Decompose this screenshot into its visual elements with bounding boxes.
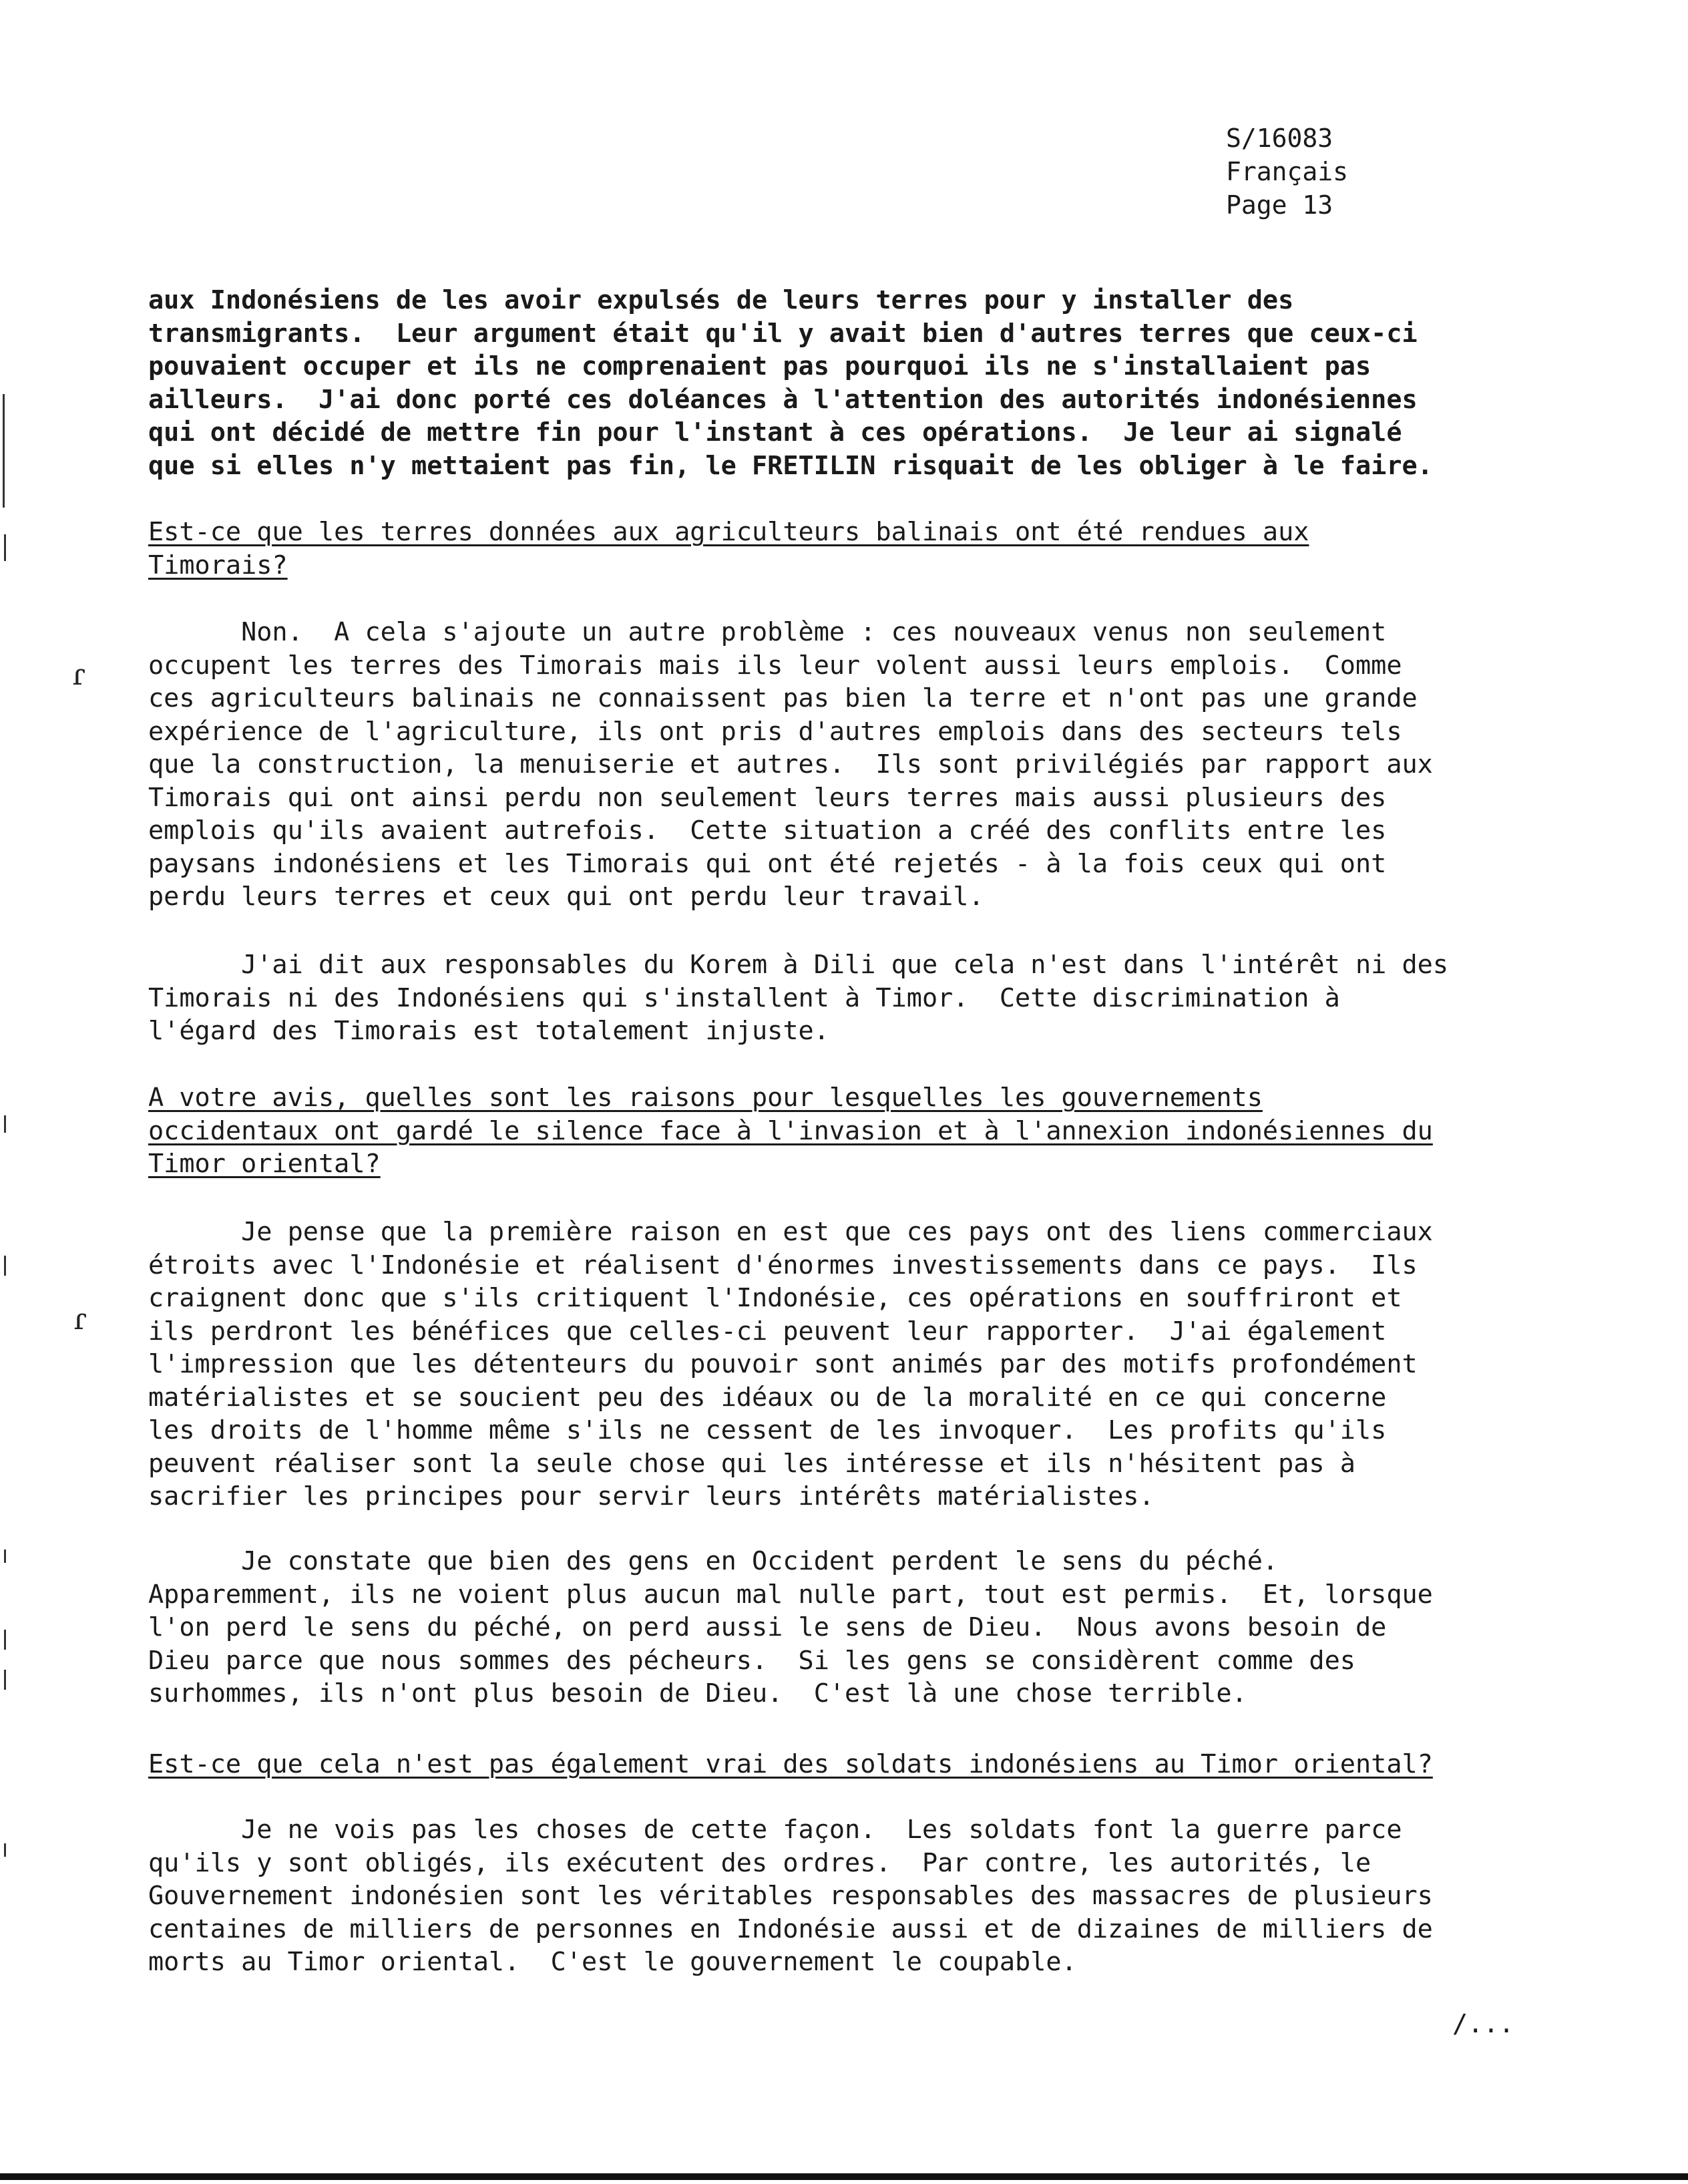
margin-line-mark (4, 1630, 6, 1650)
margin-line-mark (4, 1550, 6, 1563)
margin-line-mark (4, 1670, 6, 1690)
paragraph-4: Je pense que la première raison en est que ces pays ont des liens commerciaux étroits avec l'Indonésie et réalisent d'énormes investissements dans ce pays. Ils craignent donc que s'ils critiquent l'Indonésie, ces opérations en souffriront et ils perdront les bénéfices que celles-ci peuvent leur rapporter. J'ai également l'impression que les détenteurs du pouvoir sont animés par des motifs profondément matérialistes et se soucient peu des idéaux ou de la moralité en ce qui concerne les droits de l'homme même s'ils ne cessent de les invoquer. Les profits qu'ils peuvent réaliser sont la seule chose qui les intéresse et ils n'hésitent pas à sacrifier les principes pour servir leurs intérêts matérialistes. (148, 1217, 1433, 1511)
paragraph-5: Je constate que bien des gens en Occident perdent le sens du péché. Apparemment, ils ne voient plus aucun mal nulle part, tout est permis. Et, lorsque l'on perd le sens du péché, on perd aussi le sens de Dieu. Nous avons besoin de Dieu parce que nous sommes des pécheurs. Si les gens se considèrent comme des surhommes, ils n'ont plus besoin de Dieu. C'est là une chose terrible. (148, 1546, 1433, 1708)
question-1-text: Est-ce que les terres données aux agriculteurs balinais ont été rendues aux Timorais? (148, 517, 1309, 580)
margin-line-mark (4, 1115, 6, 1133)
paragraph-1: aux Indonésiens de les avoir expulsés de leurs terres pour y installer des transmigrants. Leur argument était qu'il y avait bien d'autres terres que ceux-ci pouvaient occuper et ils ne comprenaient pas pourquoi ils ne s'installaient pas ailleurs. J'ai donc porté ces doléances à l'attention des autorités indonésiennes qui ont décidé de mettre fin pour l'instant à ces opérations. Je leur ai signalé que si elles n'y mettaient pas fin, le FRETILIN risquait de les obliger à le faire. (148, 285, 1433, 481)
margin-pen-mark: ɾ (72, 658, 85, 692)
paragraph-2: Non. A cela s'ajoute un autre problème : ces nouveaux venus non seulement occupent les terres des Timorais mais ils leur volent aussi leurs emplois. Comme ces agriculteurs balinais ne connaissent pas bien la terre et n'ont pas une grande expérience de l'agriculture, ils ont pris d'autres emplois dans des secteurs tels que la construction, la menuiserie et autres. Ils sont privilégiés par rapport aux Timorais qui ont ainsi perdu non seulement leurs terres mais aussi plusieurs des emplois qu'ils avaient autrefois. Cette situation a créé des conflits entre les paysans indonésiens et les Timorais qui ont été rejetés - à la fois ceux qui ont perdu leurs terres et ceux qui ont perdu leur travail. (148, 617, 1433, 912)
margin-line-mark (4, 1843, 6, 1857)
margin-line-mark (3, 394, 5, 508)
continuation-mark: /... (1452, 2009, 1514, 2039)
margin-pen-mark: ɾ (73, 1302, 87, 1336)
question-1 (148, 516, 1309, 582)
document-symbol: S/16083 (1226, 124, 1333, 153)
paragraph-6: Je ne vois pas les choses de cette façon. Les soldats font la guerre parce qu'ils y sont obligés, ils exécutent des ordres. Par contre, les autorités, le Gouvernement indonésien sont les véritables responsables des massacres de plusieurs centaines de milliers de personnes en Indonésie aussi et de dizaines de milliers de morts au Timor oriental. C'est le gouvernement le coupable. (148, 1815, 1433, 1977)
margin-line-mark (4, 534, 6, 561)
question-3-text: Est-ce que cela n'est pas également vrai des soldats indonésiens au Timor oriental? (148, 1749, 1433, 1779)
scan-bottom-edge (0, 2173, 1688, 2180)
page-number: Page 13 (1226, 190, 1333, 220)
document-language: Français (1226, 157, 1349, 186)
document-header (1226, 122, 1348, 222)
paragraph-3: J'ai dit aux responsables du Korem à Dili que cela n'est dans l'intérêt ni des Timorais ni des Indonésiens qui s'installent à Timor. Cette discrimination à l'égard des Timorais est totalement injuste. (148, 950, 1449, 1046)
question-2 (148, 1081, 1433, 1181)
margin-line-mark (4, 1256, 6, 1276)
question-2-text: A votre avis, quelles sont les raisons pour lesquelles les gouvernements occidentaux ont gardé le silence face à l'invasion et à l'annexion indonésiennes du Timor oriental? (148, 1083, 1433, 1179)
question-3 (148, 1748, 1433, 1781)
